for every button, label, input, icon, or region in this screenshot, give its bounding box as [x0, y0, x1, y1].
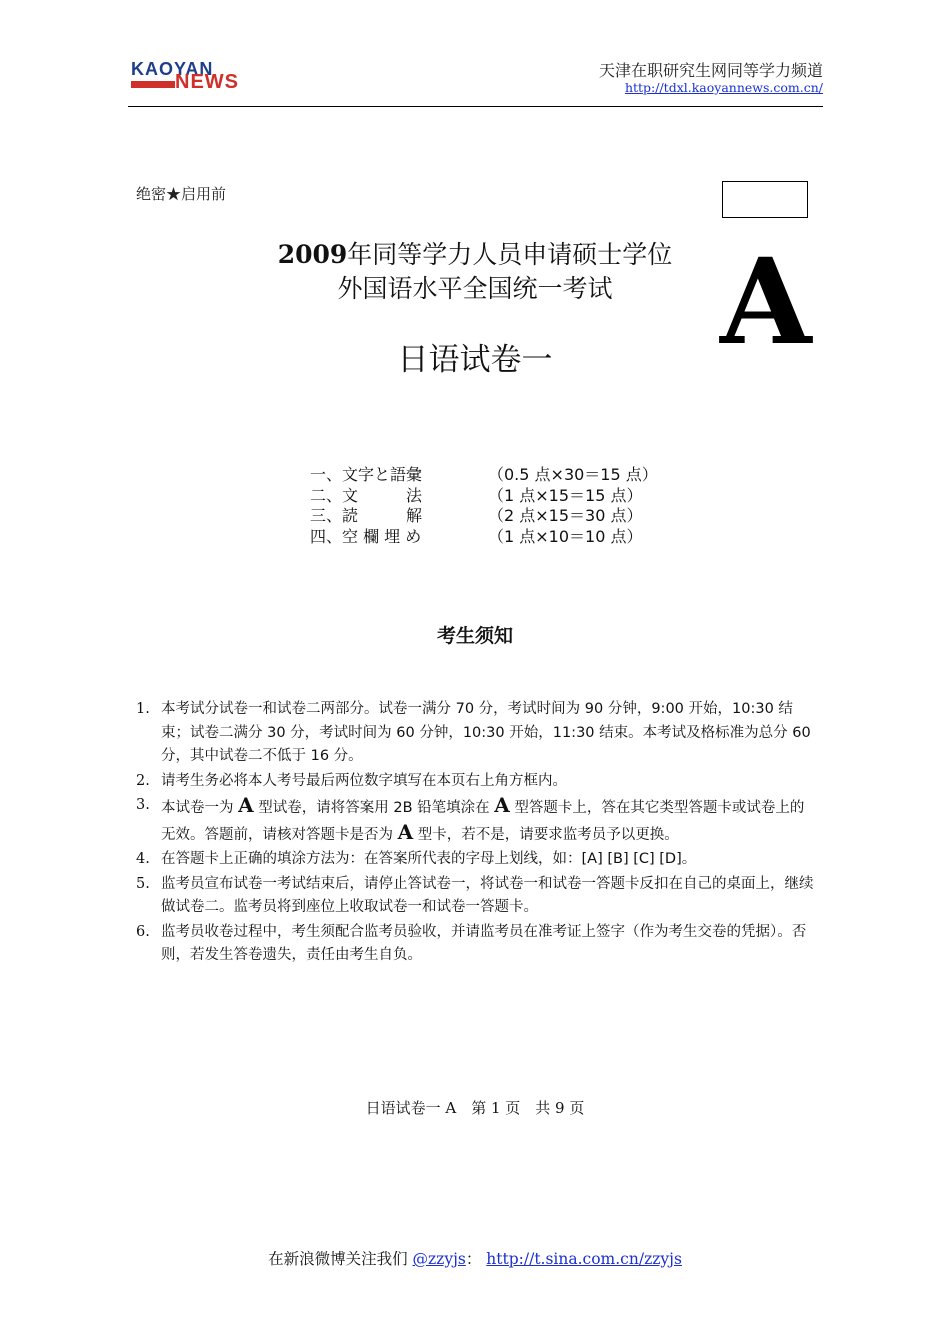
section-name: 三、読 解 — [310, 506, 423, 525]
section-score: （1 点×15＝15 点） — [488, 485, 643, 505]
confidential-label: 绝密★启用前 — [136, 185, 227, 203]
instruction-number: 3. — [136, 797, 150, 813]
instruction-text: 监考员宣布试卷一考试结束后，请停止答试卷一，将试卷一和试卷一答题卡反扣在自己的桌面上，继续做试卷二。监考员将到座位上收取试卷一和试卷一答题卡。 — [161, 875, 814, 915]
instruction-text: 监考员收卷过程中，考生须配合监考员验收，并请监考员在准考证上签字（作为考生交卷的凭据）。否则，若发生答卷遗失，责任由考生自负。 — [161, 923, 807, 963]
logo-text-news: NEWS — [175, 71, 239, 93]
weibo-separator: ： — [465, 1250, 487, 1268]
instruction-item — [136, 921, 816, 968]
instruction-text: 请考生务必将本人考号最后两位数字填写在本页右上角方框内。 — [161, 772, 567, 789]
section-name: 一、文字と語彙 — [310, 465, 423, 484]
section-score: （0.5 点×30＝15 点） — [488, 465, 658, 484]
weibo-handle-link[interactable]: @zzyjs — [412, 1250, 466, 1268]
weibo-footer — [0, 1247, 950, 1269]
section-name: 二、文 法 — [310, 485, 423, 505]
instruction-text: 在答题卡上正确的填涂方法为：在答案所代表的字母上划线，如：[A] [B] [C] [D]。 — [161, 851, 697, 867]
exam-title-line2: 外国语水平全国统一考试 — [337, 274, 613, 303]
instruction-number: 2. — [136, 772, 150, 789]
paper-type-letter: A — [720, 232, 812, 371]
instruction-item — [136, 770, 816, 794]
instruction-item — [136, 698, 816, 769]
instruction-number: 5. — [136, 875, 150, 892]
instruction-item — [136, 873, 816, 920]
logo-tagline-bar — [131, 81, 175, 88]
instruction-text: 型答题卡上，答在其它类型答题卡或试卷上的无效。答题前，请核对答题卡是否为 — [161, 800, 805, 843]
paper-type-a: A — [494, 793, 510, 817]
instruction-text: 本考试分试卷一和试卷二两部分。试卷一满分 70 分，考试时间为 90 分钟，9:00 开始，10:30 结束；试卷二满分 30 分，考试时间为 60 分钟，10:30 开始，11:30 结束。本考试及格标准为总分 60 分，其中试卷二不低于 16 分。 — [161, 701, 811, 764]
instruction-text: 型试卷，请将答案用 2B 铅笔填涂在 — [253, 800, 495, 816]
kaoyan-logo — [131, 60, 243, 94]
notice-title: 考生须知 — [436, 625, 513, 647]
instruction-item — [136, 848, 816, 872]
paper-type-a: A — [397, 819, 414, 844]
logo-text-kaoyan: KAOYAN — [131, 59, 214, 79]
exam-number-box — [722, 181, 808, 218]
instruction-item — [136, 794, 816, 847]
weibo-prefix: 在新浪微博关注我们 — [268, 1250, 413, 1268]
section-score: （2 点×15＝30 点） — [488, 506, 643, 525]
instruction-number: 4. — [136, 851, 150, 867]
instruction-text: 型卡，若不是，请要求监考员予以更换。 — [413, 826, 679, 843]
instruction-number: 1. — [136, 701, 150, 717]
page-number: 日语试卷一 A 第 1 页 共 9 页 — [365, 1099, 585, 1117]
instruction-number: 6. — [136, 923, 150, 940]
exam-year: 2009 — [277, 240, 348, 269]
site-title: 天津在职研究生网同等学力频道 — [598, 61, 823, 80]
paper-title: 日语试卷一 — [397, 342, 553, 378]
section-name: 四、空 欄 埋 め — [310, 526, 422, 546]
instruction-list — [136, 698, 816, 969]
header-divider — [128, 106, 823, 107]
weibo-url-link[interactable]: http://t.sina.com.cn/zzyjs — [486, 1250, 682, 1268]
exam-title-line1-text: 年同等学力人员申请硕士学位 — [347, 240, 673, 269]
site-url-link[interactable]: http://tdxl.kaoyannews.com.cn/ — [624, 80, 823, 95]
instruction-text: 本试卷一为 — [161, 800, 239, 816]
section-score: （1 点×10＝10 点） — [488, 526, 643, 546]
paper-type-a: A — [238, 793, 254, 817]
